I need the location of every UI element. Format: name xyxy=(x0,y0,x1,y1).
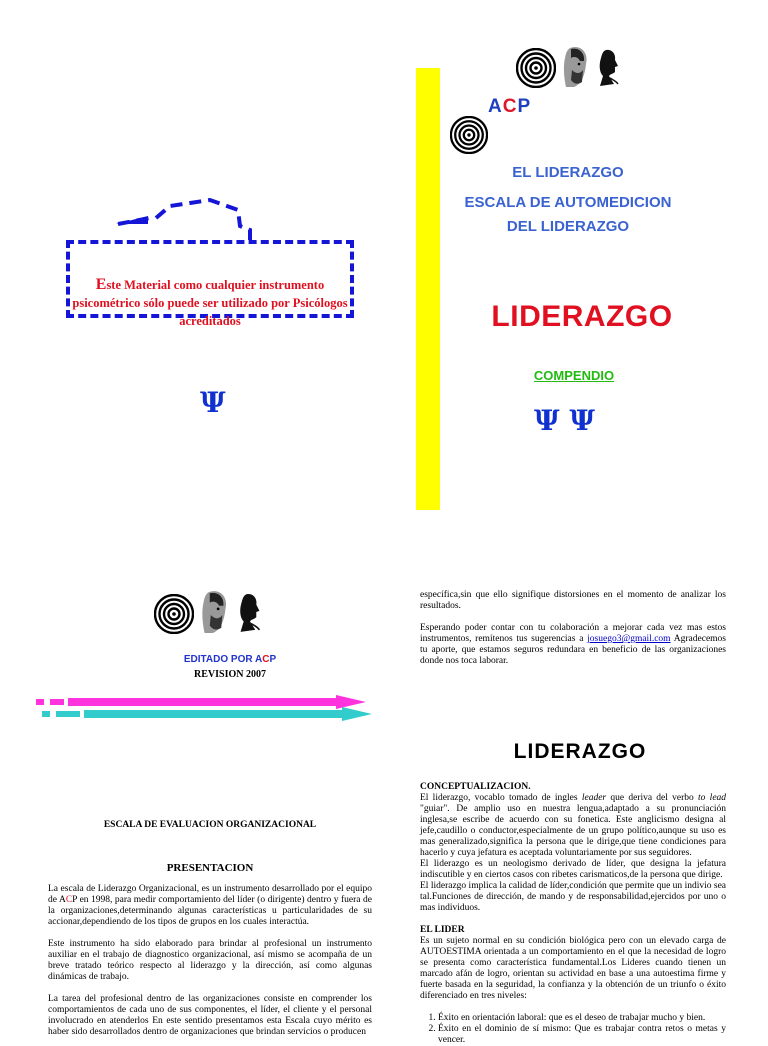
freud-portrait-icon xyxy=(562,44,590,88)
decorative-arrows xyxy=(36,694,376,724)
concept-para1-b: que deriva del verbo xyxy=(610,793,694,803)
profile-silhouette-icon xyxy=(596,48,622,88)
pres-para1-c: C xyxy=(65,895,73,905)
lider-para1: Es un sujeto normal en su condición biológica pero con un elevado carga de AUTOESTIMA orientada a un comportamiento en el que la necesidad de logro se presenta como característica fundamental.Los Lideres cuando tienen un marcado afán de logro, orientan su actividad en base a una autoestima firme y fuerte basada en la seguridad, la confianza y la obtención de un triunfo o éxito diferenciado en tres niveles: xyxy=(420,936,726,1001)
concept-leader-word: leader xyxy=(581,793,607,803)
editado-por xyxy=(130,654,330,665)
lider-title: EL LIDER xyxy=(420,925,465,935)
spiral-logo-icon xyxy=(154,594,194,634)
editado-prefix: EDITADO POR A xyxy=(183,654,263,665)
pres-para1 xyxy=(48,884,372,928)
spiral-logo-icon xyxy=(516,48,556,88)
dashed-roof-outline xyxy=(110,196,290,244)
header-icons-right xyxy=(516,44,622,88)
compendio-label: COMPENDIO xyxy=(533,368,615,383)
editado-letter-c: C xyxy=(262,654,270,665)
concept-para1 xyxy=(420,793,726,859)
acp-letter-c: C xyxy=(502,96,518,117)
pres-para1-b: P en 1998, para medir comportamiento del líder (o dirigente) dentro y fuera de la organizaciones,determinando algunas características u particularidades de su accionar,dependiendo de los tipos de grupos en los cuales interactúa. xyxy=(48,895,372,927)
right-top-para2 xyxy=(420,623,726,667)
editado-letter-p: P xyxy=(269,654,277,665)
concept-para2: El liderazgo es un neologismo derivado de líder, que designa la jefatura indiscutible y en ciertos casos con ribetes carismaticos,de la persona que dirige. xyxy=(420,859,726,880)
cover-title-line3: DEL LIDERAZGO xyxy=(506,218,630,235)
presentacion-title: PRESENTACION xyxy=(166,862,254,874)
liderazgo-body xyxy=(420,782,726,1046)
acp-letter-p: P xyxy=(517,96,532,117)
pres-para1-a: La escala de Liderazgo Organizacional, es un instrumento desarrollado por el equipo de A xyxy=(48,884,372,905)
right-top-text xyxy=(420,590,726,667)
cover-title-line1: EL LIDERAZGO xyxy=(512,164,624,181)
concept-para3: El liderazgo implica la calidad de líder,condición que permite que un indivio sea tal.Funciones de dirección, de mando y de responsabilidad,ejercidos por uno o mas individuos. xyxy=(420,881,726,913)
presentacion-body xyxy=(48,884,372,1038)
cover-title-line2: ESCALA DE AUTOMEDICION xyxy=(464,194,672,211)
notice-first-letter: E xyxy=(95,276,107,293)
pres-para3: La tarea del profesional dentro de las organizaciones consiste en comprender los comportamientos de cada uno de sus componentes, el líder, el cliente y el personal involucrado en atenderlos En este sentido presentamos esta Escala cuyo mérito es haber sido desarrollados dentro de organizaciones que brindan servicios o producen xyxy=(48,994,372,1037)
right-top-para1: específica,sin que ello signifique distorsiones en el momento de analizar los resultados. xyxy=(420,590,726,611)
freud-portrait-icon xyxy=(200,588,230,634)
psi-single-icon: Ψ xyxy=(200,386,226,419)
escala-title: ESCALA DE EVALUACION ORGANIZACIONAL xyxy=(103,820,317,830)
right-top-para2-after: Agradecemos tu aporte, que estamos seguros redundara en beneficio de las organizaciones donde nos toca laborar. xyxy=(420,634,726,666)
concept-tolead-word: to lead xyxy=(698,793,727,803)
yellow-bar xyxy=(416,68,440,510)
concept-para1-a: El liderazgo, vocablo tomado de ingles xyxy=(420,793,578,803)
concept-para1-c: "guiar". De amplio uso en nuestra lengua,adaptado a su pronunciación inglesa,se escribe de acuerdo con su fonetica. Este anglicismo designa al jefe,caudillo o conductor,especialmente de un grupo político,aunque su uso es mas generalizado,significa la persona que le dirige,que tiene condiciones para hacerlo y cuya jefatura es aceptada voluntariamente por sus seguidores. xyxy=(420,804,726,858)
acp-letter-a: A xyxy=(488,96,503,117)
list-item: 2. Éxito en el dominio de sí mismo: Que es trabajar contra retos o metas y vencer. xyxy=(438,1024,726,1046)
header-icons-left xyxy=(154,588,264,634)
psi-pair-icon: Ψ Ψ xyxy=(534,404,595,437)
notice-rest: ste Material como cualquier instrumento psicométrico sólo puede ser utilizado por Psicólogos acreditados xyxy=(72,278,348,328)
pres-para2: Este instrumento ha sido elaborado para brindar al profesional un instrumento auxiliar en el trabajo de diagnostico organizacional, así mismo se acompaña de un breve tratado teórico respecto al liderazgo y la dirección, así como algunas dinámicas de trabajo. xyxy=(48,939,372,982)
cover-big-title: LIDERAZGO xyxy=(491,300,673,333)
profile-silhouette-icon xyxy=(236,592,264,634)
email-link[interactable]: josuego3@gmail.com xyxy=(587,634,671,644)
lider-list xyxy=(420,1013,726,1046)
revision-label: REVISION 2007 xyxy=(194,669,266,680)
right-top-para2-before: Esperando poder contar con tu colaboración a mejorar cada vez mas estos instrumentos, remítenos tus sugerencias a xyxy=(420,623,726,644)
spiral-small-icon xyxy=(450,116,488,154)
acp-logo-text xyxy=(488,96,531,118)
liderazgo-heading: LIDERAZGO xyxy=(513,740,647,763)
list-item: 1. Éxito en orientación laboral: que es el deseo de trabajar mucho y bien. xyxy=(438,1013,726,1024)
concept-title: CONCEPTUALIZACION. xyxy=(420,782,531,792)
notice-text xyxy=(70,276,350,330)
